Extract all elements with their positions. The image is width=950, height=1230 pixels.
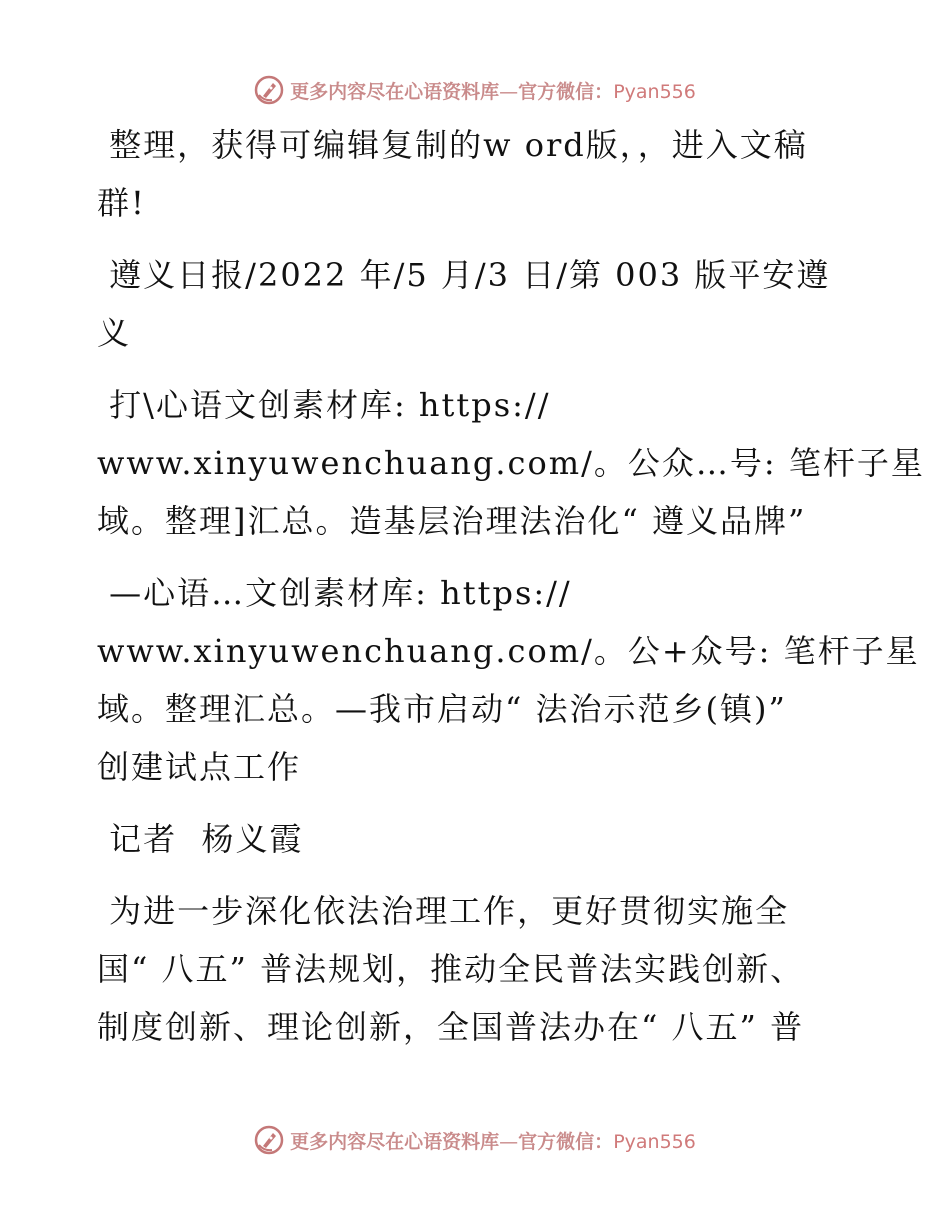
paragraph-3 [97,376,925,550]
watermark-official: 官方微信： [518,1130,614,1153]
text-line: 遵义日报/2022 年/5 月/3 日/第 003 版平安遵 [97,256,831,294]
paragraph-2 [97,246,857,362]
pen-nib-logo-icon [254,75,284,105]
watermark-text [290,77,696,104]
paragraph-5 [97,810,857,868]
text-line: 创建试点工作 [97,748,302,786]
watermark-id: Pyan556 [613,1130,696,1153]
watermark-official: 官方微信： [518,80,614,103]
watermark-main: 更多内容尽在心语资料库 [290,1130,500,1153]
paragraph-1 [97,116,857,232]
pen-nib-logo-icon [254,1125,284,1155]
footer-watermark-banner [0,1120,950,1160]
text-line: 制度创新、理论创新，全国普法办在“ 八五” 普 [97,1008,805,1046]
watermark-sep: — [499,80,519,103]
text-line: 群! [97,184,146,222]
paragraph-4 [97,564,920,796]
paragraph-6 [97,882,857,1056]
watermark-sep: — [499,1130,519,1153]
text-line: www.xinyuwenchuang.com/。公众…号: 笔杆子星 [97,444,925,482]
watermark-id: Pyan556 [613,80,696,103]
text-line: 域。整理汇总。—我市启动“ 法治示范乡(镇)” [97,690,787,728]
text-line: 记者 杨义霞 [97,820,304,858]
text-line: 整理，获得可编辑复制的w ord版，，进入文稿 [97,126,808,164]
text-line: 域。整理]汇总。造基层治理法治化“ 遵义品牌” [97,502,807,540]
document-body [97,116,925,1056]
watermark-main: 更多内容尽在心语资料库 [290,80,500,103]
text-line: 义 [97,314,132,352]
text-line: www.xinyuwenchuang.com/。公+众号: 笔杆子星 [97,632,920,670]
header-watermark-banner [0,70,950,110]
text-line: —心语…文创素材库: https:// [97,574,572,612]
text-line: 打\心语文创素材库: https:// [97,386,551,424]
watermark-text [290,1127,696,1154]
text-line: 为进一步深化依法治理工作，更好贯彻实施全 [97,892,790,930]
text-line: 国“ 八五” 普法规划，推动全民普法实践创新、 [97,950,805,988]
